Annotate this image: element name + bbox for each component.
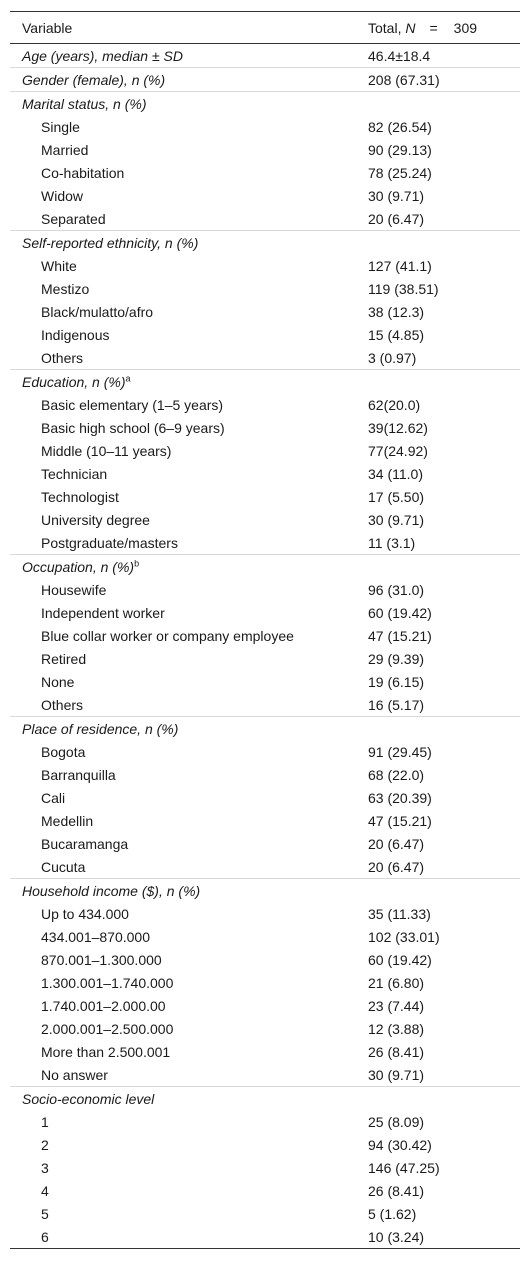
row-value bbox=[368, 231, 520, 255]
row-value bbox=[368, 555, 520, 579]
row-value: 30 (9.71) bbox=[368, 187, 425, 204]
row-value: 77(24.92) bbox=[368, 442, 428, 459]
category-label bbox=[10, 68, 368, 92]
row-label-text: 1.740.001–2.000.00 bbox=[41, 997, 166, 1014]
footnote-marker: a bbox=[125, 372, 131, 383]
footnote-marker: b bbox=[134, 557, 140, 568]
row-value: 94 (30.42) bbox=[368, 1136, 432, 1153]
row-value: 20 (6.47) bbox=[368, 858, 425, 875]
category-label bbox=[10, 92, 368, 116]
row-value: 34 (11.0) bbox=[368, 465, 423, 482]
row-value bbox=[368, 879, 520, 903]
row-label bbox=[10, 809, 368, 832]
row-label-text: Household income ($), n (%) bbox=[22, 882, 201, 899]
row-value: 30 (9.71) bbox=[368, 511, 425, 528]
row-label bbox=[10, 832, 368, 855]
row-label bbox=[10, 508, 368, 531]
row-value: 47 (15.21) bbox=[368, 627, 432, 644]
category-row bbox=[10, 717, 520, 741]
table-row bbox=[10, 832, 520, 855]
category-label bbox=[10, 717, 368, 741]
row-label-text: Cali bbox=[41, 789, 66, 806]
row-label-text: Others bbox=[41, 349, 84, 366]
table-row bbox=[10, 1202, 520, 1225]
row-label bbox=[10, 902, 368, 925]
table-row bbox=[10, 393, 520, 416]
row-label-text: Self-reported ethnicity, n (%) bbox=[22, 234, 199, 251]
header-n-value: 309 bbox=[453, 19, 478, 36]
row-label-text: Widow bbox=[41, 187, 84, 204]
row-label-text: Technologist bbox=[41, 488, 119, 505]
row-label bbox=[10, 277, 368, 300]
demographics-table bbox=[10, 11, 520, 1249]
category-row bbox=[10, 44, 520, 68]
row-value: 26 (8.41) bbox=[368, 1182, 425, 1199]
row-label-text: 5 bbox=[41, 1205, 49, 1222]
category-label bbox=[10, 1087, 368, 1111]
row-label bbox=[10, 1017, 368, 1040]
row-value: 82 (26.54) bbox=[368, 118, 432, 135]
table-row bbox=[10, 485, 520, 508]
header-row bbox=[10, 12, 520, 44]
table-row bbox=[10, 763, 520, 786]
row-label bbox=[10, 254, 368, 277]
table-row bbox=[10, 647, 520, 670]
row-value: 78 (25.24) bbox=[368, 164, 432, 181]
table-row bbox=[10, 207, 520, 231]
header-n-symbol: N bbox=[405, 19, 416, 36]
row-label-text: Up to 434.000 bbox=[41, 905, 129, 922]
row-label-text: Medellin bbox=[41, 812, 94, 829]
row-value: 26 (8.41) bbox=[368, 1043, 425, 1060]
table-row bbox=[10, 300, 520, 323]
row-label-text: Indigenous bbox=[41, 326, 110, 343]
row-value: 68 (22.0) bbox=[368, 766, 425, 783]
table-row bbox=[10, 971, 520, 994]
table-row bbox=[10, 508, 520, 531]
row-label bbox=[10, 994, 368, 1017]
row-label-text: Socio-economic level bbox=[22, 1090, 155, 1107]
row-label-text: Independent worker bbox=[41, 604, 165, 621]
row-label-text: 1 bbox=[41, 1113, 49, 1130]
row-value: 19 (6.15) bbox=[368, 673, 425, 690]
category-label bbox=[10, 555, 368, 579]
table-row bbox=[10, 346, 520, 370]
table-header bbox=[10, 12, 520, 44]
row-label-text: Age (years), median ± SD bbox=[22, 47, 183, 64]
row-label-text: Cucuta bbox=[41, 858, 86, 875]
row-label bbox=[10, 161, 368, 184]
table-row bbox=[10, 184, 520, 207]
row-value: 21 (6.80) bbox=[368, 974, 425, 991]
category-row bbox=[10, 1087, 520, 1111]
row-label bbox=[10, 462, 368, 485]
table-row bbox=[10, 1225, 520, 1249]
row-value: 12 (3.88) bbox=[368, 1020, 425, 1037]
row-label-text: Place of residence, n (%) bbox=[22, 720, 179, 737]
row-label-text: Postgraduate/masters bbox=[41, 534, 178, 551]
row-label-text: 3 bbox=[41, 1159, 49, 1176]
category-label bbox=[10, 44, 368, 68]
row-label bbox=[10, 416, 368, 439]
table-row bbox=[10, 786, 520, 809]
row-label bbox=[10, 346, 368, 370]
row-label-text: No answer bbox=[41, 1066, 108, 1083]
row-value: 62(20.0) bbox=[368, 396, 421, 413]
header-total-label: Total, bbox=[368, 19, 406, 36]
row-label-text: 434.001–870.000 bbox=[41, 928, 150, 945]
row-label-text: Black/mulatto/afro bbox=[41, 303, 154, 320]
row-label bbox=[10, 207, 368, 231]
category-row bbox=[10, 879, 520, 903]
table-row bbox=[10, 161, 520, 184]
category-label bbox=[10, 231, 368, 255]
row-value: 60 (19.42) bbox=[368, 604, 432, 621]
row-value: 39(12.62) bbox=[368, 419, 428, 436]
row-label bbox=[10, 393, 368, 416]
row-label bbox=[10, 115, 368, 138]
table-row bbox=[10, 1133, 520, 1156]
row-label bbox=[10, 740, 368, 763]
table-row bbox=[10, 277, 520, 300]
row-value: 11 (3.1) bbox=[368, 534, 416, 551]
row-value: 17 (5.50) bbox=[368, 488, 425, 505]
row-label-text: Separated bbox=[41, 210, 106, 227]
row-value: 5 (1.62) bbox=[368, 1205, 417, 1222]
row-label-text: Mestizo bbox=[41, 280, 90, 297]
row-label bbox=[10, 1156, 368, 1179]
row-label-text: Bucaramanga bbox=[41, 835, 129, 852]
row-label bbox=[10, 601, 368, 624]
table-row bbox=[10, 1179, 520, 1202]
header-variable: Variable bbox=[22, 19, 73, 36]
category-row bbox=[10, 92, 520, 116]
row-label bbox=[10, 925, 368, 948]
row-label bbox=[10, 647, 368, 670]
row-label bbox=[10, 1133, 368, 1156]
row-label bbox=[10, 1179, 368, 1202]
table-row bbox=[10, 323, 520, 346]
table-body bbox=[10, 44, 520, 1249]
row-value: 35 (11.33) bbox=[368, 905, 431, 922]
row-label-text: Occupation, n (%) bbox=[22, 558, 135, 575]
table-row bbox=[10, 1040, 520, 1063]
row-value: 10 (3.24) bbox=[368, 1228, 425, 1245]
row-label bbox=[10, 624, 368, 647]
table-row bbox=[10, 809, 520, 832]
row-label-text: Education, n (%) bbox=[22, 373, 126, 390]
row-value: 16 (5.17) bbox=[368, 696, 425, 713]
row-value: 208 (67.31) bbox=[368, 68, 520, 92]
table-row bbox=[10, 693, 520, 717]
row-value: 119 (38.51) bbox=[368, 280, 439, 297]
row-label-text: More than 2.500.001 bbox=[41, 1043, 171, 1060]
row-value: 38 (12.3) bbox=[368, 303, 425, 320]
category-row bbox=[10, 555, 520, 579]
row-value: 96 (31.0) bbox=[368, 581, 425, 598]
row-value: 91 (29.45) bbox=[368, 743, 432, 760]
table-row bbox=[10, 531, 520, 555]
row-label bbox=[10, 184, 368, 207]
category-label bbox=[10, 370, 368, 394]
row-value: 25 (8.09) bbox=[368, 1113, 425, 1130]
row-value bbox=[368, 370, 520, 394]
row-label-text: 2.000.001–2.500.000 bbox=[41, 1020, 174, 1037]
row-label bbox=[10, 138, 368, 161]
row-label-text: Middle (10–11 years) bbox=[41, 442, 172, 459]
row-value: 20 (6.47) bbox=[368, 210, 425, 227]
table-row bbox=[10, 948, 520, 971]
table-row bbox=[10, 462, 520, 485]
row-value: 23 (7.44) bbox=[368, 997, 425, 1014]
row-label bbox=[10, 1202, 368, 1225]
row-label bbox=[10, 1063, 368, 1087]
row-value: 63 (20.39) bbox=[368, 789, 432, 806]
row-label bbox=[10, 855, 368, 879]
table-row bbox=[10, 439, 520, 462]
row-value: 15 (4.85) bbox=[368, 326, 425, 343]
category-row bbox=[10, 231, 520, 255]
row-label-text: Single bbox=[41, 118, 80, 135]
row-label bbox=[10, 763, 368, 786]
table-row bbox=[10, 1110, 520, 1133]
row-label-text: 2 bbox=[41, 1136, 49, 1153]
table-row bbox=[10, 1063, 520, 1087]
table-row bbox=[10, 416, 520, 439]
row-label bbox=[10, 531, 368, 555]
row-label-text: 1.300.001–1.740.000 bbox=[41, 974, 174, 991]
header-total bbox=[368, 12, 520, 44]
row-value: 127 (41.1) bbox=[368, 257, 432, 274]
row-label-text: Barranquilla bbox=[41, 766, 116, 783]
row-label-text: Housewife bbox=[41, 581, 107, 598]
category-row bbox=[10, 68, 520, 92]
row-value: 47 (15.21) bbox=[368, 812, 432, 829]
row-label bbox=[10, 485, 368, 508]
table-row bbox=[10, 624, 520, 647]
row-label-text: White bbox=[41, 257, 77, 274]
table-row bbox=[10, 254, 520, 277]
row-value: 3 (0.97) bbox=[368, 349, 417, 366]
row-label-text: None bbox=[41, 673, 75, 690]
category-row bbox=[10, 370, 520, 394]
row-label-text: 6 bbox=[41, 1228, 49, 1245]
row-label bbox=[10, 786, 368, 809]
table-row bbox=[10, 855, 520, 879]
table-row bbox=[10, 115, 520, 138]
row-label bbox=[10, 670, 368, 693]
table-row bbox=[10, 1156, 520, 1179]
row-label bbox=[10, 1225, 368, 1249]
row-value: 20 (6.47) bbox=[368, 835, 425, 852]
table-row bbox=[10, 1017, 520, 1040]
row-label bbox=[10, 578, 368, 601]
table-row bbox=[10, 138, 520, 161]
table-row bbox=[10, 740, 520, 763]
row-label-text: Gender (female), n (%) bbox=[22, 71, 166, 88]
row-value: 60 (19.42) bbox=[368, 951, 432, 968]
row-label-text: Marital status, n (%) bbox=[22, 95, 147, 112]
row-label-text: Retired bbox=[41, 650, 87, 667]
table-row bbox=[10, 994, 520, 1017]
row-label-text: Married bbox=[41, 141, 89, 158]
row-label-text: Bogota bbox=[41, 743, 86, 760]
row-label-text: Basic elementary (1–5 years) bbox=[41, 396, 224, 413]
row-label-text: 870.001–1.300.000 bbox=[41, 951, 162, 968]
row-value bbox=[368, 717, 520, 741]
row-label bbox=[10, 693, 368, 717]
table-row bbox=[10, 601, 520, 624]
row-value: 29 (9.39) bbox=[368, 650, 425, 667]
row-label-text: Blue collar worker or company employee bbox=[41, 627, 294, 644]
category-label bbox=[10, 879, 368, 903]
table-row bbox=[10, 578, 520, 601]
row-label-text: 4 bbox=[41, 1182, 49, 1199]
row-label bbox=[10, 1040, 368, 1063]
table-row bbox=[10, 670, 520, 693]
row-label-text: Basic high school (6–9 years) bbox=[41, 419, 225, 436]
row-label bbox=[10, 948, 368, 971]
row-label bbox=[10, 323, 368, 346]
row-value: 102 (33.01) bbox=[368, 928, 440, 945]
row-label bbox=[10, 1110, 368, 1133]
row-label-text: Co-habitation bbox=[41, 164, 125, 181]
table-row bbox=[10, 925, 520, 948]
row-label bbox=[10, 971, 368, 994]
row-label-text: Others bbox=[41, 696, 84, 713]
row-label-text: Technician bbox=[41, 465, 108, 482]
header-equals: = bbox=[429, 19, 438, 36]
row-value: 90 (29.13) bbox=[368, 141, 432, 158]
row-value: 46.4±18.4 bbox=[368, 47, 431, 64]
row-value bbox=[368, 92, 520, 116]
row-value: 30 (9.71) bbox=[368, 1066, 425, 1083]
demographics-table-container bbox=[10, 11, 520, 1249]
row-label bbox=[10, 300, 368, 323]
row-label bbox=[10, 439, 368, 462]
row-value: 146 (47.25) bbox=[368, 1159, 440, 1176]
row-value bbox=[368, 1087, 520, 1111]
row-label-text: University degree bbox=[41, 511, 150, 528]
table-row bbox=[10, 902, 520, 925]
